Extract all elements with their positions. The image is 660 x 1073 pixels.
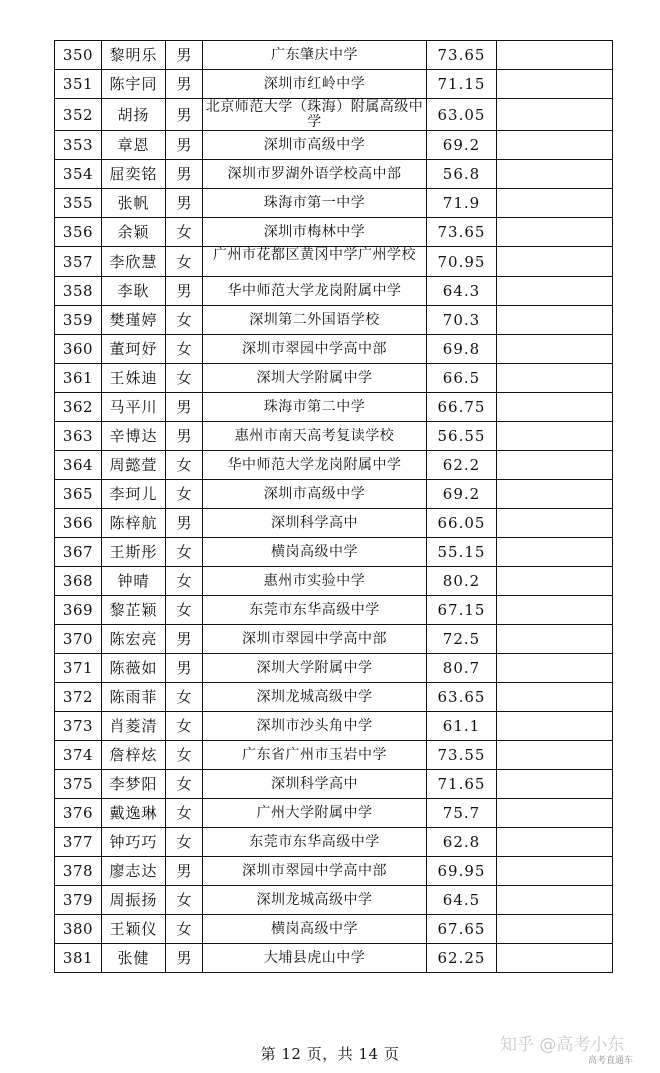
row-number: 359 (55, 306, 102, 335)
student-school: 大埔县虎山中学 (203, 944, 427, 973)
student-school: 深圳大学附属中学 (203, 364, 427, 393)
table-row (55, 770, 613, 799)
table-row (55, 567, 613, 596)
student-name: 李耿 (102, 277, 166, 306)
table-row (55, 131, 613, 160)
student-gender: 男 (166, 654, 203, 683)
row-number: 365 (55, 480, 102, 509)
student-note (497, 654, 613, 683)
student-gender: 男 (166, 277, 203, 306)
table-row (55, 189, 613, 218)
student-name: 张健 (102, 944, 166, 973)
student-school: 深圳科学高中 (203, 509, 427, 538)
student-name: 王斯彤 (102, 538, 166, 567)
student-note (497, 131, 613, 160)
student-gender: 女 (166, 451, 203, 480)
row-number: 367 (55, 538, 102, 567)
table-row (55, 364, 613, 393)
table-row (55, 915, 613, 944)
student-name: 余颖 (102, 218, 166, 247)
student-note (497, 451, 613, 480)
student-name: 屈奕铭 (102, 160, 166, 189)
watermark: 知乎 @高考小东 (500, 1035, 625, 1055)
row-number: 351 (55, 70, 102, 99)
table-row (55, 277, 613, 306)
student-gender: 男 (166, 509, 203, 538)
table-row (55, 218, 613, 247)
student-name: 李欣慧 (102, 247, 166, 277)
student-name: 黎明乐 (102, 41, 166, 70)
student-name: 马平川 (102, 393, 166, 422)
row-number: 379 (55, 886, 102, 915)
row-number: 352 (55, 99, 102, 131)
page-footer: 第 12 页，共 14 页 (260, 1045, 400, 1063)
table-row (55, 41, 613, 70)
student-score: 69.2 (427, 480, 497, 509)
admission-table-body (55, 41, 613, 973)
student-school: 珠海市第二中学 (203, 393, 427, 422)
student-school: 深圳龙城高级中学 (203, 683, 427, 712)
row-number: 363 (55, 422, 102, 451)
row-number: 376 (55, 799, 102, 828)
row-number: 368 (55, 567, 102, 596)
student-school: 广东省广州市玉岩中学 (203, 741, 427, 770)
student-note (497, 799, 613, 828)
student-school: 深圳市罗湖外语学校高中部 (203, 160, 427, 189)
row-number: 364 (55, 451, 102, 480)
student-gender: 男 (166, 393, 203, 422)
student-score: 64.3 (427, 277, 497, 306)
table-row (55, 335, 613, 364)
row-number: 369 (55, 596, 102, 625)
student-name: 黎芷颖 (102, 596, 166, 625)
student-name: 陈宇同 (102, 70, 166, 99)
student-name: 陈雨菲 (102, 683, 166, 712)
student-note (497, 857, 613, 886)
student-score: 67.65 (427, 915, 497, 944)
student-school: 横岗高级中学 (203, 915, 427, 944)
table-row (55, 654, 613, 683)
student-school: 广州市花都区黄冈中学广州学校 (203, 247, 427, 277)
student-score: 73.65 (427, 41, 497, 70)
student-score: 69.95 (427, 857, 497, 886)
student-name: 肖菱清 (102, 712, 166, 741)
student-score: 61.1 (427, 712, 497, 741)
student-school: 深圳市沙头角中学 (203, 712, 427, 741)
student-gender: 女 (166, 335, 203, 364)
row-number: 380 (55, 915, 102, 944)
student-school: 华中师范大学龙岗附属中学 (203, 451, 427, 480)
row-number: 358 (55, 277, 102, 306)
student-gender: 女 (166, 567, 203, 596)
row-number: 377 (55, 828, 102, 857)
student-gender: 男 (166, 41, 203, 70)
student-school: 广东肇庆中学 (203, 41, 427, 70)
student-score: 71.9 (427, 189, 497, 218)
student-gender: 女 (166, 596, 203, 625)
student-gender: 男 (166, 160, 203, 189)
row-number: 378 (55, 857, 102, 886)
table-row (55, 99, 613, 131)
student-name: 钟巧巧 (102, 828, 166, 857)
student-school: 深圳龙城高级中学 (203, 886, 427, 915)
student-note (497, 712, 613, 741)
student-school: 惠州市南天高考复读学校 (203, 422, 427, 451)
student-note (497, 625, 613, 654)
student-name: 陈宏亮 (102, 625, 166, 654)
student-score: 71.15 (427, 70, 497, 99)
table-row (55, 393, 613, 422)
student-name: 张帆 (102, 189, 166, 218)
student-score: 66.05 (427, 509, 497, 538)
student-note (497, 596, 613, 625)
student-note (497, 828, 613, 857)
row-number: 353 (55, 131, 102, 160)
student-note (497, 306, 613, 335)
row-number: 374 (55, 741, 102, 770)
student-name: 樊瑾婷 (102, 306, 166, 335)
student-name: 董珂妤 (102, 335, 166, 364)
student-note (497, 247, 613, 277)
row-number: 360 (55, 335, 102, 364)
student-note (497, 189, 613, 218)
student-score: 67.15 (427, 596, 497, 625)
student-score: 73.55 (427, 741, 497, 770)
student-score: 70.3 (427, 306, 497, 335)
student-name: 王颖仪 (102, 915, 166, 944)
student-score: 75.7 (427, 799, 497, 828)
student-note (497, 218, 613, 247)
student-name: 胡扬 (102, 99, 166, 131)
student-gender: 男 (166, 944, 203, 973)
student-name: 钟晴 (102, 567, 166, 596)
student-gender: 女 (166, 247, 203, 277)
student-score: 62.25 (427, 944, 497, 973)
student-score: 66.75 (427, 393, 497, 422)
student-note (497, 770, 613, 799)
table-row (55, 160, 613, 189)
student-score: 64.5 (427, 886, 497, 915)
row-number: 356 (55, 218, 102, 247)
table-row (55, 596, 613, 625)
admission-table (54, 40, 613, 973)
student-gender: 男 (166, 131, 203, 160)
table-row (55, 538, 613, 567)
student-gender: 女 (166, 683, 203, 712)
student-gender: 女 (166, 364, 203, 393)
student-name: 周振扬 (102, 886, 166, 915)
row-number: 354 (55, 160, 102, 189)
student-note (497, 480, 613, 509)
student-name: 陈薇如 (102, 654, 166, 683)
student-score: 69.2 (427, 131, 497, 160)
student-school: 东莞市东华高级中学 (203, 596, 427, 625)
row-number: 366 (55, 509, 102, 538)
table-row (55, 828, 613, 857)
student-note (497, 70, 613, 99)
row-number: 357 (55, 247, 102, 277)
student-note (497, 567, 613, 596)
student-note (497, 886, 613, 915)
student-score: 71.65 (427, 770, 497, 799)
watermark-sub: 高考直通车 (588, 1056, 634, 1066)
student-school: 深圳大学附属中学 (203, 654, 427, 683)
table-row (55, 857, 613, 886)
student-gender: 女 (166, 538, 203, 567)
table-row (55, 886, 613, 915)
student-school: 深圳市梅林中学 (203, 218, 427, 247)
student-name: 辛博达 (102, 422, 166, 451)
student-score: 62.8 (427, 828, 497, 857)
student-note (497, 683, 613, 712)
table-row (55, 712, 613, 741)
row-number: 375 (55, 770, 102, 799)
row-number: 362 (55, 393, 102, 422)
student-name: 戴逸琳 (102, 799, 166, 828)
student-note (497, 915, 613, 944)
student-name: 李梦阳 (102, 770, 166, 799)
row-number: 372 (55, 683, 102, 712)
student-note (497, 364, 613, 393)
student-score: 66.5 (427, 364, 497, 393)
student-gender: 男 (166, 70, 203, 99)
student-note (497, 538, 613, 567)
student-school: 珠海市第一中学 (203, 189, 427, 218)
table-row (55, 799, 613, 828)
table-row (55, 247, 613, 277)
student-note (497, 277, 613, 306)
table-row (55, 625, 613, 654)
student-school: 深圳第二外国语学校 (203, 306, 427, 335)
table-row (55, 741, 613, 770)
student-score: 63.05 (427, 99, 497, 131)
student-gender: 女 (166, 915, 203, 944)
student-school: 横岗高级中学 (203, 538, 427, 567)
student-name: 詹梓炫 (102, 741, 166, 770)
student-score: 62.2 (427, 451, 497, 480)
student-school: 北京师范大学（珠海）附属高级中学 (203, 99, 427, 131)
student-note (497, 741, 613, 770)
student-school: 广州大学附属中学 (203, 799, 427, 828)
table-row (55, 422, 613, 451)
student-school: 惠州市实验中学 (203, 567, 427, 596)
student-gender: 女 (166, 828, 203, 857)
student-gender: 女 (166, 480, 203, 509)
student-name: 陈梓航 (102, 509, 166, 538)
student-gender: 男 (166, 625, 203, 654)
student-gender: 女 (166, 770, 203, 799)
table-row (55, 683, 613, 712)
table-row (55, 509, 613, 538)
student-gender: 女 (166, 306, 203, 335)
table-row (55, 306, 613, 335)
student-note (497, 160, 613, 189)
student-score: 73.65 (427, 218, 497, 247)
student-note (497, 99, 613, 131)
student-school: 深圳市红岭中学 (203, 70, 427, 99)
student-gender: 男 (166, 99, 203, 131)
row-number: 381 (55, 944, 102, 973)
student-name: 李珂儿 (102, 480, 166, 509)
student-note (497, 393, 613, 422)
student-note (497, 422, 613, 451)
student-gender: 男 (166, 422, 203, 451)
student-score: 63.65 (427, 683, 497, 712)
student-gender: 女 (166, 712, 203, 741)
student-note (497, 509, 613, 538)
student-gender: 男 (166, 857, 203, 886)
row-number: 373 (55, 712, 102, 741)
row-number: 350 (55, 41, 102, 70)
student-score: 80.7 (427, 654, 497, 683)
row-number: 361 (55, 364, 102, 393)
student-name: 王姝迪 (102, 364, 166, 393)
student-school: 深圳科学高中 (203, 770, 427, 799)
student-gender: 女 (166, 886, 203, 915)
student-school: 深圳市翠园中学高中部 (203, 625, 427, 654)
student-name: 章恩 (102, 131, 166, 160)
student-note (497, 944, 613, 973)
row-number: 371 (55, 654, 102, 683)
student-name: 周懿萱 (102, 451, 166, 480)
student-school: 深圳市翠园中学高中部 (203, 335, 427, 364)
student-score: 72.5 (427, 625, 497, 654)
student-score: 69.8 (427, 335, 497, 364)
student-score: 56.8 (427, 160, 497, 189)
student-note (497, 41, 613, 70)
student-school: 深圳市高级中学 (203, 480, 427, 509)
student-gender: 女 (166, 741, 203, 770)
student-school: 华中师范大学龙岗附属中学 (203, 277, 427, 306)
student-name: 廖志达 (102, 857, 166, 886)
student-gender: 女 (166, 218, 203, 247)
table-row (55, 480, 613, 509)
student-score: 56.55 (427, 422, 497, 451)
row-number: 355 (55, 189, 102, 218)
student-note (497, 335, 613, 364)
student-score: 70.95 (427, 247, 497, 277)
student-gender: 男 (166, 189, 203, 218)
student-school: 东莞市东华高级中学 (203, 828, 427, 857)
row-number: 370 (55, 625, 102, 654)
student-school: 深圳市翠园中学高中部 (203, 857, 427, 886)
student-score: 80.2 (427, 567, 497, 596)
student-score: 55.15 (427, 538, 497, 567)
student-school: 深圳市高级中学 (203, 131, 427, 160)
student-gender: 女 (166, 799, 203, 828)
table-row (55, 70, 613, 99)
table-row (55, 451, 613, 480)
table-row (55, 944, 613, 973)
